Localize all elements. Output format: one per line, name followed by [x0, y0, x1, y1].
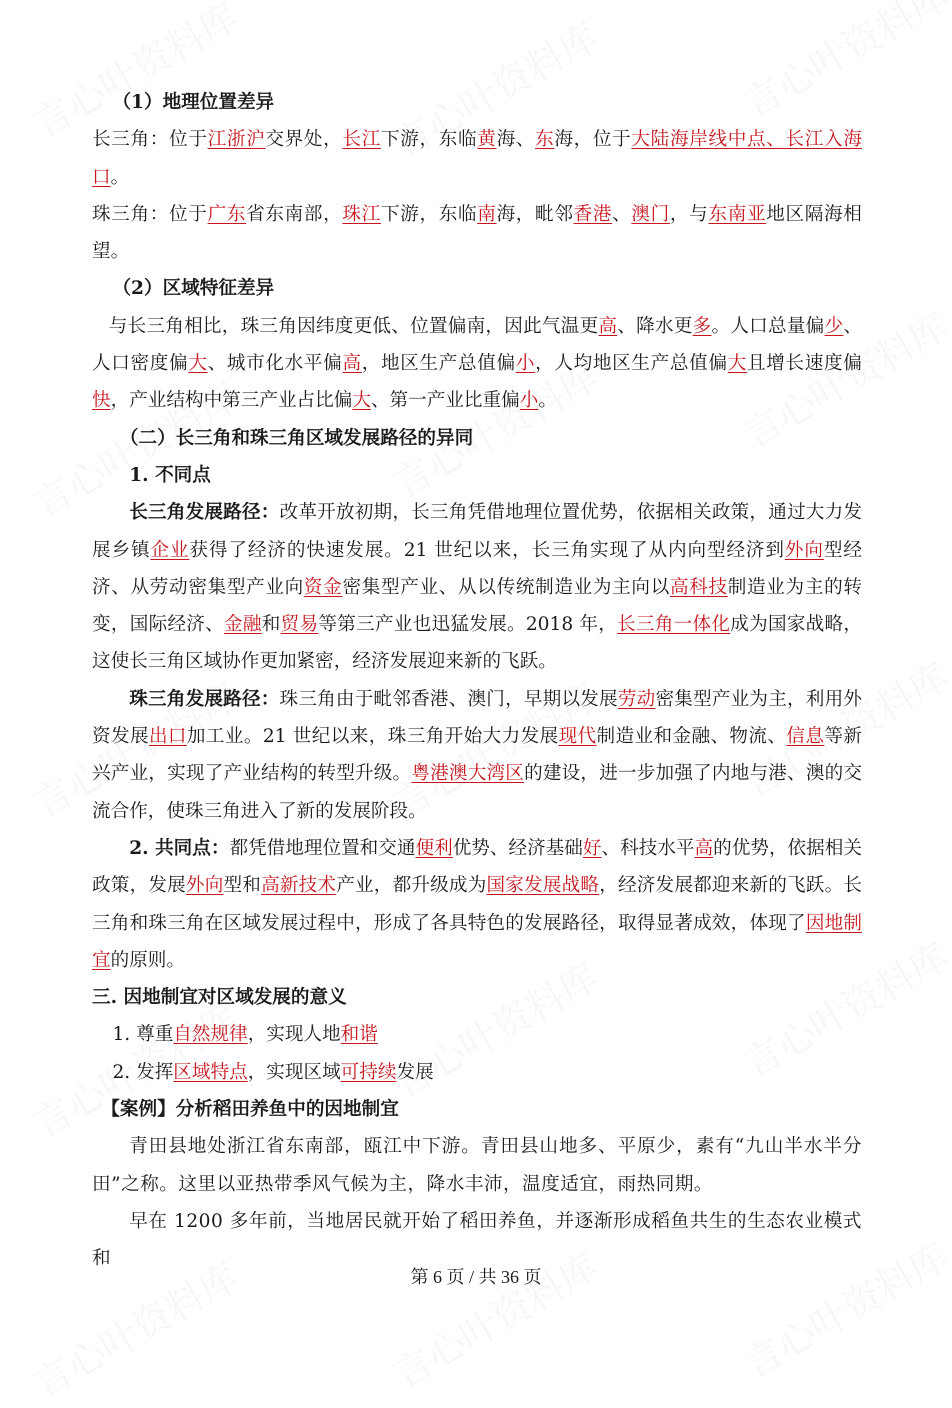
text-run: 密集型产业为主，利用外资发展: [92, 688, 862, 748]
answer-blank: 东南亚: [708, 203, 767, 225]
paragraph: [92, 308, 862, 420]
text-run: 海，位于: [554, 129, 632, 151]
answer-blank: 珠江: [342, 203, 381, 225]
text-run: 【案例】分析稻田养鱼中的因地制宜: [101, 1099, 399, 1121]
section-heading: [92, 270, 862, 307]
text-run: 、科技水平: [601, 837, 695, 859]
answer-blank: 贸易: [280, 614, 319, 636]
answer-blank: 高: [598, 315, 618, 337]
text-run: 下游，东临: [380, 129, 478, 151]
text-run: 青田县地处浙江省东南部，瓯江中下游。青田县山地多、平原少，素有“九山半水半分田”之称。这里以亚热带季风气候为主，降水丰沛，温度适宜，雨热同期。: [92, 1136, 862, 1195]
answer-blank: 企业: [150, 539, 190, 561]
paragraph: [92, 1016, 862, 1053]
text-run: 交界处，: [265, 129, 343, 151]
text-run: ，实现区域: [247, 1061, 341, 1083]
text-run: 、: [612, 203, 632, 225]
text-run: 等新兴产业，实现了产业结构的转型升级。: [92, 726, 862, 785]
text-run: 密集型产业、从以传统制造业为主向以: [342, 576, 670, 598]
answer-blank: 东: [535, 129, 555, 151]
answer-blank: 大: [727, 353, 747, 375]
text-run: ，经济发展都迎来新的飞跃。长三角和珠三角在区域发展过程中，形成了各具特色的发展路径，取得显著成效，体现了: [92, 875, 862, 934]
text-run: 。人口总量偏: [711, 315, 825, 337]
answer-blank: 高新技术: [261, 875, 337, 897]
text-run: 下游，东临: [380, 203, 478, 225]
text-run: 、人口密度偏: [92, 315, 862, 375]
text-run: 长三角：位于: [92, 129, 208, 151]
answer-blank: 粤港澳大湾区: [411, 763, 525, 785]
answer-blank: 广东: [207, 203, 247, 225]
answer-blank: 金融: [224, 614, 262, 636]
section-heading: [92, 979, 862, 1016]
text-run: 都凭借地理位置和交通: [229, 837, 416, 859]
answer-blank: 大: [188, 353, 208, 375]
answer-blank: 多: [692, 315, 712, 337]
answer-blank: 因地制宜: [92, 912, 862, 971]
text-run: 型和: [223, 875, 262, 897]
answer-blank: 黄: [477, 129, 497, 151]
paragraph: [92, 494, 862, 680]
section-heading: [92, 457, 862, 494]
text-run: 海、: [496, 129, 536, 151]
answer-blank: 区域特点: [173, 1061, 248, 1083]
text-run: 、城市化水平偏: [207, 353, 343, 375]
text-run: 三. 因地制宜对区域发展的意义: [92, 987, 347, 1009]
text-run: 改革开放初期，长三角凭借地理位置优势，依据相关政策，通过大力发展乡镇: [92, 502, 862, 561]
document-body: [92, 84, 862, 1278]
text-run: 省东南部，: [246, 203, 343, 225]
section-heading: [92, 420, 862, 457]
answer-blank: 小: [519, 390, 539, 412]
answer-blank: 小: [515, 353, 536, 375]
text-run: 地区隔海相望。: [92, 203, 862, 263]
text-run: 1. 不同点: [129, 464, 211, 486]
text-run: 且增长速度偏: [746, 353, 862, 375]
text-run: 海，毗邻: [496, 203, 574, 225]
answer-blank: 便利: [415, 837, 453, 859]
text-run: 的原则。: [110, 949, 185, 971]
answer-blank: 高: [342, 353, 362, 375]
text-run: ，产业结构中第三产业占比偏: [110, 390, 353, 412]
paragraph: [92, 1054, 862, 1091]
paragraph: [92, 196, 862, 271]
paragraph: [92, 681, 862, 830]
answer-blank: 信息: [786, 726, 825, 748]
answer-blank: 高: [694, 837, 714, 859]
text-run: 与长三角相比，珠三角因纬度更低、位置偏南，因此气温更: [108, 315, 599, 337]
answer-blank: 香港: [573, 203, 613, 225]
answer-blank: 和谐: [340, 1024, 378, 1046]
text-run: 。: [110, 166, 130, 188]
answer-blank: 好: [582, 837, 602, 859]
paragraph: [92, 121, 862, 196]
text-run: （2）区域特征差异: [112, 278, 275, 300]
answer-blank: 资金: [303, 576, 343, 598]
paragraph: [92, 830, 862, 979]
text-run: 优势、经济基础: [452, 837, 583, 859]
answer-blank: 长江: [342, 129, 381, 151]
text-run: 和: [261, 614, 281, 636]
paragraph-label: 长三角发展路径：: [129, 502, 280, 524]
text-run: ，实现人地: [247, 1024, 341, 1046]
text-run: 加工业。21 世纪以来，珠三角开始大力发展: [186, 726, 559, 748]
text-run: 、降水更: [617, 315, 693, 337]
text-run: 产业，都升级成为: [336, 875, 487, 897]
answer-blank: 大: [352, 390, 371, 412]
text-run: 的优势，依据相关政策，发展: [92, 837, 862, 897]
text-run: 珠三角由于毗邻香港、澳门，早期以发展: [279, 688, 618, 710]
paragraph-label: 珠三角发展路径：: [129, 688, 280, 710]
answer-blank: 可持续: [340, 1061, 397, 1083]
text-run: 2. 发挥: [112, 1061, 174, 1083]
answer-blank: 劳动: [617, 688, 656, 710]
text-run: 获得了经济的快速发展。21 世纪以来，长三角实现了从内向型经济到: [189, 539, 785, 561]
answer-blank: 出口: [148, 726, 187, 748]
text-run: 成为国家战略，这使长三角区域协作更加紧密，经济发展迎来新的飞跃。: [92, 614, 862, 673]
text-run: 。: [538, 390, 557, 412]
text-run: ，与: [669, 203, 709, 225]
text-run: 型经济、从劳动密集型产业向: [92, 539, 862, 598]
text-run: 的建设，进一步加强了内地与港、澳的交流合作，使珠三角进入了新的发展阶段。: [92, 763, 862, 822]
answer-blank: 快: [92, 390, 111, 412]
text-run: 1. 尊重: [112, 1024, 174, 1046]
text-run: 珠三角：位于: [92, 203, 208, 225]
text-run: 发展: [396, 1061, 434, 1083]
text-run: 早在 1200 多年前，当地居民就开始了稻田养鱼，并逐渐形成稻鱼共生的生态农业模式和: [92, 1210, 862, 1270]
section-heading: [92, 84, 862, 121]
text-run: 、第一产业比重偏: [370, 390, 520, 412]
answer-blank: 国家发展战略: [486, 875, 600, 897]
answer-blank: 外向: [185, 875, 224, 897]
text-run: ，人均地区生产总值偏: [535, 353, 728, 375]
text-run: 等第三产业也迅猛发展。2018 年，: [318, 614, 618, 636]
text-run: 制造业为主的转变，国际经济、: [92, 576, 862, 636]
text-run: ，地区生产总值偏: [361, 353, 516, 375]
answer-blank: 自然规律: [173, 1024, 248, 1046]
text-run: （1）地理位置差异: [112, 92, 275, 113]
answer-blank: 澳门: [631, 203, 670, 225]
section-heading: [92, 1091, 862, 1128]
answer-blank: 外向: [784, 539, 824, 561]
answer-blank: 江浙沪: [207, 129, 266, 151]
text-run: 制造业和金融、物流、: [596, 726, 787, 748]
paragraph-label: 2. 共同点：: [129, 837, 230, 859]
answer-blank: 长三角一体化: [617, 614, 731, 636]
answer-blank: 大陆海岸线中点、长江入海口: [92, 129, 862, 188]
paragraph: [92, 1128, 862, 1203]
page-footer: 第 6 页 / 共 36 页: [410, 1267, 542, 1287]
answer-blank: 少: [824, 315, 844, 337]
text-run: （二）长三角和珠三角区域发展路径的异同: [119, 427, 474, 449]
answer-blank: 高科技: [669, 576, 728, 598]
answer-blank: 南: [477, 203, 497, 225]
answer-blank: 现代: [558, 726, 597, 748]
